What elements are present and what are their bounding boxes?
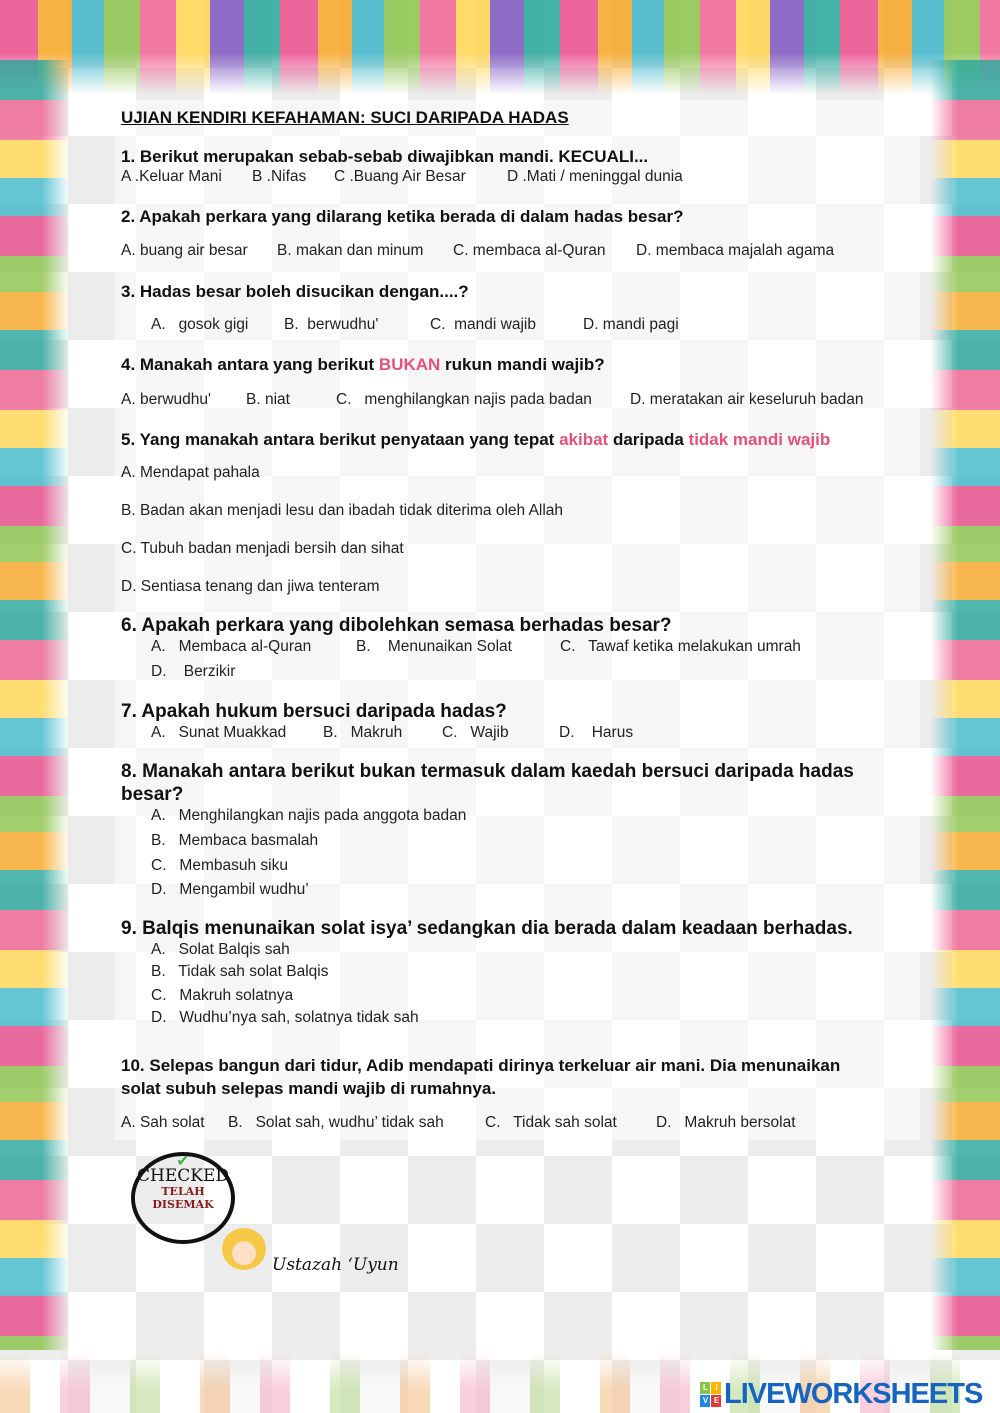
teacher-avatar	[222, 1228, 266, 1270]
question-segment: 9. Balqis menunaikan solat isya’ sedangkan dia berada dalam keadaan berhadas.	[121, 918, 853, 939]
question-10-option-D[interactable]: D. Makruh bersolat	[656, 1114, 796, 1131]
question-2-option-B[interactable]: B. makan dan minum	[277, 242, 424, 259]
question-7-text	[121, 700, 507, 723]
question-2-option-A[interactable]: A. buang air besar	[121, 242, 248, 259]
question-2-option-D[interactable]: D. membaca majalah agama	[636, 242, 835, 259]
question-segment: 10. Selepas bangun dari tidur, Adib mendapati dirinya terkeluar air mani. Dia menunaikan	[121, 1056, 841, 1075]
question-8-option-B[interactable]: B. Membaca basmalah	[151, 832, 319, 849]
question-4-option-B[interactable]: B. niat	[246, 391, 290, 408]
question-8-text	[121, 760, 854, 806]
teacher-signature: Ustazah ‘Uyun	[272, 1255, 399, 1275]
question-5-option-C[interactable]: C. Tubuh badan menjadi bersih dan sihat	[121, 540, 404, 557]
question-3-text	[121, 280, 469, 303]
logo-letter: L	[700, 1382, 710, 1394]
pencil-border-left	[0, 60, 70, 1350]
question-segment: 3. Hadas besar boleh disucikan dengan....?	[121, 282, 469, 301]
question-9-text	[121, 917, 853, 940]
question-4-text	[121, 353, 605, 376]
question-7-option-C[interactable]: C. Wajib	[442, 724, 509, 741]
question-9-option-B[interactable]: B. Tidak sah solat Balqis	[151, 963, 329, 980]
question-6-option-D[interactable]: D. Berzikir	[151, 663, 236, 680]
highlighted-keyword: akibat	[559, 430, 609, 449]
question-segment: 1. Berikut merupakan sebab-sebab diwajibkan mandi. KECUALI...	[121, 147, 649, 166]
question-10-option-C[interactable]: C. Tidak sah solat	[485, 1114, 617, 1131]
question-segment: daripada	[608, 430, 689, 449]
question-1-option-D[interactable]: D .Mati / meninggal dunia	[507, 168, 683, 185]
question-8-option-D[interactable]: D. Mengambil wudhu’	[151, 881, 309, 898]
question-3-option-D[interactable]: D. mandi pagi	[583, 316, 679, 333]
pencil-border-top	[0, 0, 1000, 95]
question-segment: rukun mandi wajib?	[440, 355, 605, 374]
question-4-option-D[interactable]: D. meratakan air keseluruh badan	[630, 391, 864, 408]
highlighted-keyword: tidak mandi wajib	[688, 430, 831, 449]
question-5-option-A[interactable]: A. Mendapat pahala	[121, 464, 260, 481]
question-10-option-B[interactable]: B. Solat sah, wudhu’ tidak sah	[228, 1114, 444, 1131]
question-9-option-C[interactable]: C. Makruh solatnya	[151, 987, 294, 1004]
question-4-option-A[interactable]: A. berwudhu'	[121, 391, 211, 408]
logo-letter: V	[700, 1395, 710, 1407]
question-3-option-C[interactable]: C. mandi wajib	[430, 316, 536, 333]
question-segment: 4. Manakah antara yang berikut	[121, 355, 379, 374]
question-segment: 2. Apakah perkara yang dilarang ketika berada di dalam hadas besar?	[121, 207, 684, 226]
question-1-option-C[interactable]: C .Buang Air Besar	[334, 168, 466, 185]
question-5-option-B[interactable]: B. Badan akan menjadi lesu dan ibadah tidak diterima oleh Allah	[121, 502, 564, 519]
question-segment: besar?	[121, 784, 184, 805]
question-10-option-A[interactable]: A. Sah solat	[121, 1114, 205, 1131]
question-5-text	[121, 428, 830, 451]
question-5-option-D[interactable]: D. Sentiasa tenang dan jiwa tenteram	[121, 578, 380, 595]
stamp-line: CHECKED	[137, 1166, 229, 1186]
question-8-option-C[interactable]: C. Membasuh siku	[151, 857, 288, 874]
question-segment: 8. Manakah antara berikut bukan termasuk dalam kaedah bersuci daripada hadas	[121, 761, 854, 782]
question-segment: 7. Apakah hukum bersuci daripada hadas?	[121, 701, 507, 722]
highlighted-keyword: BUKAN	[378, 355, 441, 374]
question-3-option-A[interactable]: A. gosok gigi	[151, 316, 249, 333]
worksheet-title: UJIAN KENDIRI KEFAHAMAN: SUCI DARIPADA HADAS	[121, 108, 569, 127]
question-6-option-C[interactable]: C. Tawaf ketika melakukan umrah	[560, 638, 801, 655]
liveworksheets-logo[interactable]	[700, 1378, 982, 1411]
logo-letter: E	[711, 1395, 721, 1407]
question-6-text	[121, 614, 672, 637]
logo-box-icon	[700, 1382, 721, 1407]
question-6-option-B[interactable]: B. Menunaikan Solat	[356, 638, 512, 655]
question-9-option-A[interactable]: A. Solat Balqis sah	[151, 941, 290, 958]
question-8-option-A[interactable]: A. Menghilangkan najis pada anggota badan	[151, 807, 467, 824]
question-segment: solat subuh selepas mandi wajib di rumahnya.	[121, 1079, 497, 1098]
question-7-option-D[interactable]: D. Harus	[559, 724, 634, 741]
question-7-option-B[interactable]: B. Makruh	[323, 724, 403, 741]
question-1-text	[121, 145, 648, 168]
stamp-line: DISEMAK	[152, 1198, 214, 1211]
logo-letter: I	[711, 1382, 721, 1394]
checked-stamp	[131, 1152, 235, 1244]
logo-text: LIVEWORKSHEETS	[724, 1378, 983, 1410]
pencil-border-right	[930, 60, 1000, 1350]
question-1-option-A[interactable]: A .Keluar Mani	[121, 168, 222, 185]
question-segment: 5. Yang manakah antara berikut penyataan yang tepat	[121, 430, 560, 449]
stamp-line: TELAH	[161, 1185, 205, 1198]
question-4-option-C[interactable]: C. menghilangkan najis pada badan	[336, 391, 592, 408]
question-2-option-C[interactable]: C. membaca al-Quran	[453, 242, 606, 259]
checkmark-icon: ✔	[176, 1151, 190, 1170]
question-7-option-A[interactable]: A. Sunat Muakkad	[151, 724, 287, 741]
question-9-option-D[interactable]: D. Wudhu’nya sah, solatnya tidak sah	[151, 1009, 419, 1026]
question-3-option-B[interactable]: B. berwudhu'	[284, 316, 379, 333]
question-segment: 6. Apakah perkara yang dibolehkan semasa berhadas besar?	[121, 615, 672, 636]
question-1-option-B[interactable]: B .Nifas	[252, 168, 307, 185]
question-2-text	[121, 205, 684, 228]
question-10-text	[121, 1054, 840, 1100]
question-6-option-A[interactable]: A. Membaca al-Quran	[151, 638, 312, 655]
